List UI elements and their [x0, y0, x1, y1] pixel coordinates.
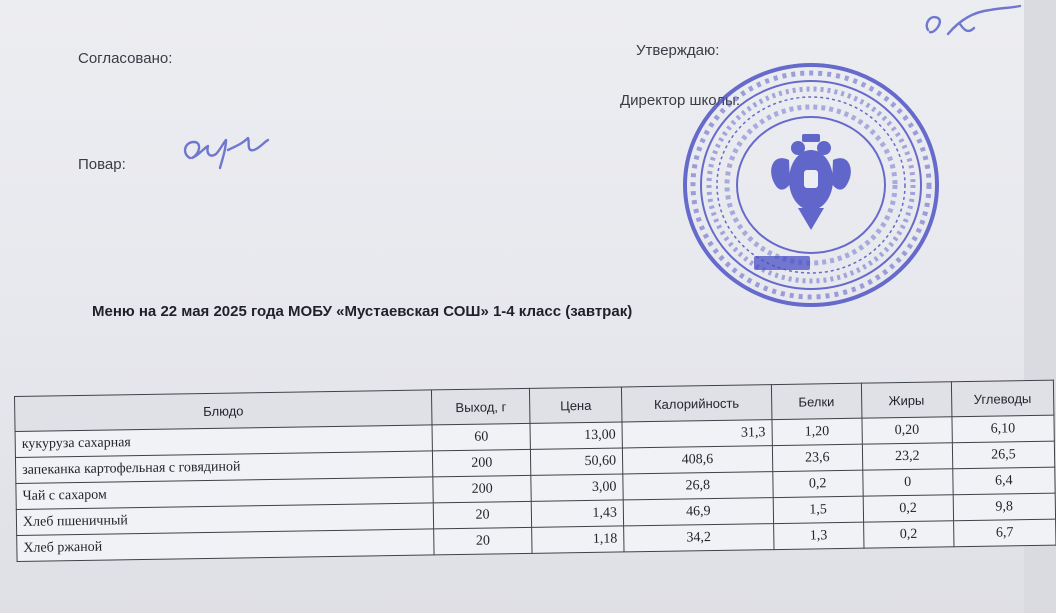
output-cell: 200	[433, 449, 531, 477]
proteins-cell: 1,20	[772, 418, 862, 445]
official-seal	[680, 60, 942, 310]
col-header-fats: Жиры	[861, 382, 952, 418]
carbs-cell: 6,7	[953, 519, 1056, 547]
price-cell: 13,00	[530, 422, 622, 449]
calories-cell: 34,2	[624, 524, 774, 552]
col-header-calories: Калорийность	[621, 385, 771, 422]
approved-label: Согласовано:	[78, 50, 173, 67]
price-cell: 1,43	[531, 500, 623, 527]
price-cell: 1,18	[532, 526, 624, 553]
proteins-cell: 1,3	[773, 522, 863, 549]
fats-cell: 23,2	[862, 443, 952, 470]
carbs-cell: 6,10	[952, 415, 1055, 443]
col-header-proteins: Белки	[771, 383, 862, 419]
cook-signature	[176, 128, 276, 180]
carbs-cell: 26,5	[952, 441, 1055, 469]
output-cell: 60	[432, 423, 530, 451]
col-header-carbs: Углеводы	[951, 380, 1054, 417]
menu-table	[14, 380, 1056, 562]
calories-cell: 408,6	[622, 446, 772, 474]
fats-cell: 0,2	[863, 495, 953, 522]
proteins-cell: 23,6	[772, 444, 862, 471]
fats-cell: 0,20	[862, 417, 952, 444]
dish-name: Хлеб ржаной	[17, 529, 435, 562]
col-header-price: Цена	[530, 387, 622, 423]
price-cell: 3,00	[531, 474, 623, 501]
carbs-cell: 9,8	[953, 493, 1056, 521]
cook-label: Повар:	[78, 156, 126, 173]
menu-title: Меню на 22 мая 2025 года МОБУ «Мустаевская СОШ» 1-4 класс (завтрак)	[92, 303, 633, 320]
fats-cell: 0	[863, 469, 953, 496]
dish-name: Чай с сахаром	[16, 477, 434, 510]
output-cell: 200	[433, 475, 531, 503]
col-header-dish: Блюдо	[15, 390, 433, 432]
dish-name: Хлеб пшеничный	[16, 503, 434, 536]
fats-cell: 0,2	[863, 521, 953, 548]
output-cell: 20	[434, 527, 532, 555]
proteins-cell: 0,2	[773, 470, 863, 497]
director-signature	[920, 4, 1024, 44]
calories-cell: 26,8	[623, 472, 773, 500]
output-cell: 20	[433, 501, 531, 529]
col-header-output: Выход, г	[432, 388, 531, 425]
calories-cell: 31,3	[622, 420, 772, 448]
dish-name: запеканка картофельная с говядиной	[15, 451, 433, 484]
proteins-cell: 1,5	[773, 496, 863, 523]
price-cell: 50,60	[531, 448, 623, 475]
confirm-label: Утверждаю:	[636, 42, 720, 59]
calories-cell: 46,9	[623, 498, 773, 526]
director-label: Директор школы:	[620, 92, 740, 109]
dish-name: кукуруза сахарная	[15, 425, 433, 458]
carbs-cell: 6,4	[952, 467, 1055, 495]
